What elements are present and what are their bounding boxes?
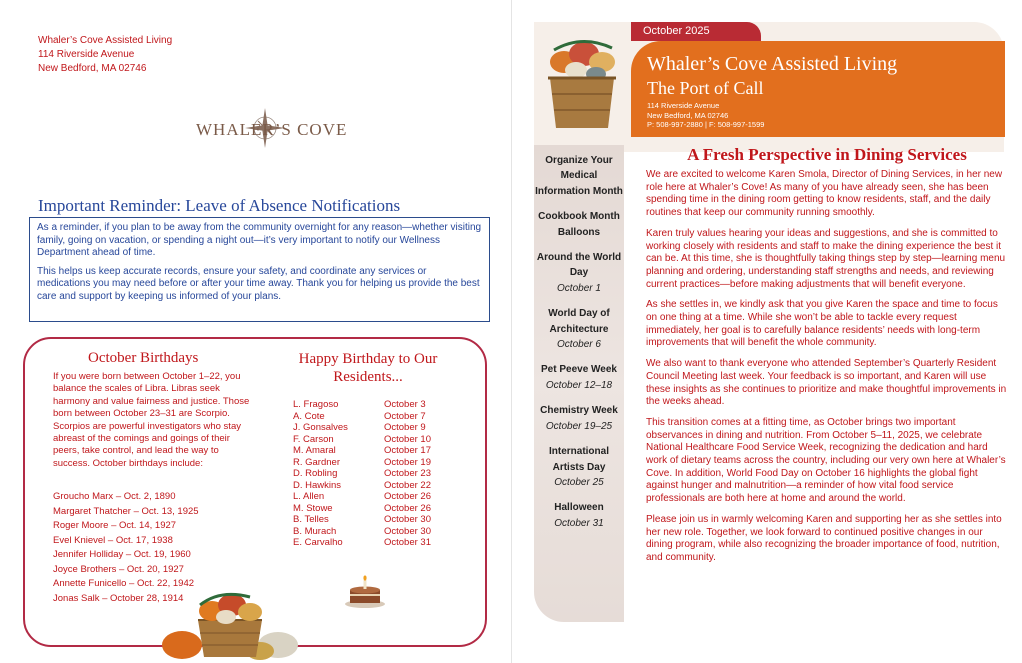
resident-birthdays-title: Happy Birthday to Our Residents...	[298, 351, 438, 385]
resident-name: D. Robling	[293, 468, 338, 479]
masthead-address-line: 114 Riverside Avenue	[647, 101, 720, 110]
resident-date: October 22	[384, 479, 431, 491]
resident-names	[293, 399, 348, 549]
resident-date: October 7	[384, 410, 426, 422]
october-birthdays-title: October Birthdays	[88, 350, 199, 366]
resident-name: R. Gardner	[293, 456, 340, 468]
resident-name: L. Fragoso	[293, 399, 339, 410]
event-name: Cookbook Month Balloons	[538, 211, 620, 238]
whalers-cove-logo	[190, 100, 348, 160]
reminder-box	[29, 217, 490, 322]
event-date: October 31	[554, 517, 604, 529]
right-page	[512, 0, 1022, 663]
resident-name: F. Carson	[293, 433, 334, 445]
famous-birthday: Annette Funicello – Oct. 22, 1942	[53, 578, 195, 589]
issue-date-tab: October 2025	[631, 22, 761, 41]
masthead-address-line: P: 508-997-2880 | F: 508-997-1599	[647, 120, 765, 129]
resident-date: October 30	[384, 514, 431, 525]
pumpkin-basket-icon	[542, 28, 622, 133]
event-name: Around the World Day	[536, 252, 622, 279]
events-list	[534, 153, 624, 541]
resident-name: D. Hawkins	[293, 479, 342, 491]
event-date: October 12–18	[545, 379, 613, 391]
famous-birthday: Margaret Thatcher – Oct. 13, 1925	[53, 505, 199, 517]
resident-date: October 10	[384, 433, 431, 445]
famous-birthday: Groucho Marx – Oct. 2, 1890	[53, 491, 176, 502]
resident-name: A. Cote	[293, 410, 325, 422]
event-item	[534, 444, 624, 490]
article-paragraph: As she settles in, we kindly ask that you give Karen the space and time to focus on one thing at a time. While she won’t be able to tackle every request immediately, her goal is to carefully balance residents’ needs with long-term improvements that will benefit the whole community.	[646, 299, 998, 349]
event-item	[534, 306, 624, 352]
newsletter-title: Whaler’s Cove Assisted Living	[647, 53, 898, 75]
birthday-intro: If you were born between October 1–22, you balance the scales of Libra. Libras seek harmony and value fairness and justice. Those born between October 23–31 are Scorpio. Scorpios are powerful investigators who stay abreast of the comings and goings of their peers, take control, and lead the way to success. October birthdays include:	[53, 371, 250, 469]
masthead-address	[647, 101, 764, 130]
event-date: October 25	[554, 476, 604, 488]
resident-date: October 26	[384, 502, 431, 514]
reminder-title: Important Reminder: Leave of Absence Notifications	[38, 196, 401, 215]
return-address	[38, 34, 172, 76]
newsletter-subtitle: The Port of Call	[647, 78, 764, 98]
resident-date: October 23	[384, 468, 431, 479]
resident-date: October 9	[384, 422, 426, 433]
event-name: International Artists Day	[548, 446, 609, 473]
event-item	[534, 153, 624, 199]
famous-birthday: Jennifer Holliday – Oct. 19, 1960	[53, 549, 191, 560]
event-name: Organize Your Medical Information Month	[535, 155, 623, 197]
resident-name: M. Stowe	[293, 502, 333, 514]
resident-date: October 30	[384, 525, 431, 537]
article-body	[646, 169, 1010, 573]
famous-birthday: Jonas Salk – October 28, 1914	[53, 592, 184, 604]
event-item	[534, 362, 624, 393]
masthead	[631, 41, 1005, 137]
resident-name: J. Gonsalves	[293, 422, 348, 433]
return-address-line: New Bedford, MA 02746	[38, 63, 147, 74]
pumpkin-basket-icon	[160, 575, 300, 660]
event-date: October 6	[557, 339, 601, 351]
return-address-line: 114 Riverside Avenue	[38, 49, 135, 60]
event-date: October 1	[557, 282, 601, 294]
resident-name: B. Murach	[293, 525, 337, 537]
resident-name: B. Telles	[293, 514, 329, 525]
event-name: World Day of Architecture	[548, 308, 610, 335]
famous-birthday: Evel Knievel – Oct. 17, 1938	[53, 534, 173, 546]
article-paragraph: We are excited to welcome Karen Smola, Director of Dining Services, in her new role here at Whaler’s Cove! As many of you have already seen, she has been spending time in the dining room getting to know residents, staff, and the daily routines that keep our community running smoothly.	[646, 169, 1003, 219]
article-title: A Fresh Perspective in Dining Services	[687, 145, 967, 164]
resident-date: October 31	[384, 537, 431, 548]
resident-date: October 26	[384, 491, 431, 502]
return-address-line: Whaler’s Cove Assisted Living	[38, 35, 173, 46]
resident-dates	[384, 399, 431, 549]
resident-name: L. Allen	[293, 491, 325, 502]
article-paragraph: This transition comes at a fitting time, as October brings two important observances in dining and nutrition. From October 5–11, 2025, we celebrate National Healthcare Food Service Week, recognizing the dedication and hard work of dietary teams across the country, including our very own here at Whaler’s Cove. In addition, World Food Day on October 16 highlights the global fight against hunger and malnutrition—a reminder of how vital food service professionals are both here at home and around the world.	[646, 416, 1006, 505]
resident-date: October 3	[384, 399, 426, 410]
event-item	[534, 500, 624, 531]
resident-date: October 17	[384, 445, 431, 456]
article-paragraph: We also want to thank everyone who attended September’s Quarterly Resident Council Meeting last week. Your feedback is so important, and Karen will use these insights as she continues to prioritize and make thoughtful improvements in the weeks ahead.	[646, 358, 1007, 408]
article-paragraph: Karen truly values hearing your ideas and suggestions, and she is committed to working closely with residents and staff to make the dining experience the best it can be. At this time, she is thoughtfully taking things step by step—learning menu planning and ordering, understanding staff strengths and needs, and reviewing current practices—before making adjustments that will benefit everyone.	[646, 227, 1006, 290]
event-date: October 19–25	[545, 420, 613, 432]
reminder-paragraph: This helps us keep accurate records, ensure your safety, and coordinate any services or medications you may need before or after your time away. Thank you for helping us provide the best care and support by keeping us informed of your plans.	[37, 265, 480, 302]
famous-birthday: Roger Moore – Oct. 14, 1927	[53, 520, 177, 531]
event-name: Halloween	[554, 502, 604, 514]
event-name: Pet Peeve Week	[541, 364, 617, 376]
event-item	[534, 250, 624, 296]
resident-name: M. Amaral	[293, 445, 336, 456]
reminder-paragraph: As a reminder, if you plan to be away from the community overnight for any reason—whether visiting family, going on vacation, or spending a night out—it’s very important to notify our Wellness Department ahead of time.	[37, 222, 482, 258]
famous-birthday: Joyce Brothers – Oct. 20, 1927	[53, 563, 184, 575]
event-item	[534, 209, 624, 240]
masthead-address-line: New Bedford, MA 02746	[647, 110, 729, 120]
logo-text: WHALER’S COVE	[196, 120, 348, 139]
article-paragraph: Please join us in warmly welcoming Karen and supporting her as she settles into her new role. Together, we look forward to continued positive changes in our dining program, while also recognizing the broader importance of food, nutrition, and community.	[646, 513, 1002, 563]
birthday-cake-icon	[340, 570, 390, 610]
resident-name: E. Carvalho	[293, 537, 343, 548]
resident-date: October 19	[384, 456, 431, 468]
event-item	[534, 403, 624, 434]
event-name: Chemistry Week	[540, 405, 618, 417]
